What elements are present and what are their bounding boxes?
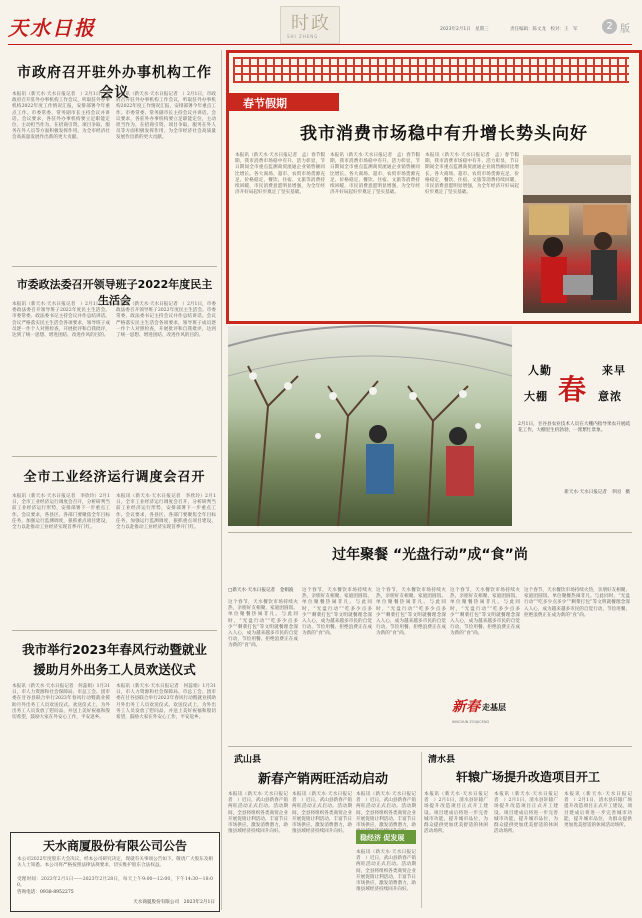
article-1-body: 本报讯（新天水·天水日报记者 ）2月1日，市政府召开驻外办事机构工作会议，听取驻外办事机构2022年度工作情况汇报，安排部署今年重点工作。市委常委、常务副市长主持会议并讲话。会议要求，各驻外办事机构要立足职能定位，主动担当作为，在招商引资、项目争取、服务在外人员等方面积极发挥作用，为全市经济社会高质量发展作出新的更大贡献。 [12,92,110,141]
article-4-title-line1: 我市举行2023年春风行动暨就业 [22,642,207,657]
article-1-body-col2: 本报讯（新天水·天水日报记者 ）2月1日，市政府召开驻外办事机构工作会议，听取驻外办事机构2022年度工作情况汇报，安排部署今年重点工作。市委常委、常务副市长主持会议并讲话。会议要求，各驻外办事机构要立足职能定位，主动担当作为，在招商引资、项目争取、服务在外人员等方面积极发挥作用，为全市经济社会高质量发展作出新的更大贡献。 [116,92,216,141]
article-4-body-col2: 本报讯（新天水·天水日报记者 何蕊娟）1月31日，市人力资源和社会保障局、市总工会、团市委在甘谷县联合举行2023年春风行动暨就业援助月外出务工人员欢送仪式。欢送仪式上，为外出务工人员发放了慰问品，并送上美好祝福和殷切希望，鼓励大家在外安心工作，平安返乡。 [116,684,216,721]
banner-line4: 意浓 [598,390,622,403]
greenhouse-photo [228,326,512,526]
notice-body: 本公司2022年度股东大会决议，经本公司研究决定，现就有关事项公告如下。敬请广大股东及相关人士知悉。本公司将严格按照法律法规要求，切实维护股东合法权益。 [17,857,213,869]
feature-kicker-box [229,93,339,111]
county2-title: 轩辕广场提升改造项目开工 [455,770,600,784]
county2-body-col2: 本报讯（新天水·天水日报记者 ）2月1日，清水县轩辕广场提升改造项目正式开工建设。项目建成后将进一步完善城市功能，提升城市品位，为群众提供更加优美舒适的休闲活动场所。 [494,792,558,835]
dinner-body-col5: 这个春节，天水餐饮市场持续火热，亲朋好友相聚、家庭团圆饭、单位聚餐热闹非凡。与此同时，“光盘行动”“吃多少点多少”“剩菜打包”等文明就餐理念深入人心，成为越来越多市民的自觉行动，节俭用餐、拒绝浪费正在成为新的“食”尚。 [524,588,630,618]
new-spring-badge [452,690,522,738]
supermarket-photo [523,155,631,313]
article-1-title: 市政府召开驻外办事机构工作会议 [17,65,212,101]
feature-body: 本报讯（新天水·天水日报记者 孟）春节假期，我市消费市场稳中有升、活力彰显，节日期间全市重点监测商贸流通企业销售额同比增长。各大商场、超市、农贸市场货源充足、价格稳定，餐饮、住宿、文旅等消费持续回暖，市民消费意愿明显增强，为全年经济开好局起好步奠定了坚实基础。 [235,153,325,196]
page-number-badge [602,19,617,34]
notice-phone: 咨询电话：0938-8952275 [17,890,74,895]
dinner-body-col2: 这个春节，天水餐饮市场持续火热，亲朋好友相聚、家庭团圆饭、单位聚餐热闹非凡。与此同时，“光盘行动”“吃多少点多少”“剩菜打包”等文明就餐理念深入人心，成为越来越多市民的自觉行动，节俭用餐、拒绝浪费正在成为新的“食”尚。 [302,588,372,637]
new-spring-text2: 走基层 [482,703,506,712]
county1-badge-text: 稳经济 促发展 [360,834,405,842]
feature-body-col3: 本报讯（新天水·天水日报记者 孟）春节假期，我市消费市场稳中有升、活力彰显，节日期间全市重点监测商贸流通企业销售额同比增长。各大商场、超市、农贸市场货源充足、价格稳定，餐饮、住宿、文旅等消费持续回暖，市民消费意愿明显增强，为全年经济开好局起好步奠定了坚实基础。 [425,153,519,196]
new-spring-sub: XINCHUN ZOUJICENG [452,720,490,724]
county1-body-col3: 本报讯（新天水·天水日报记者 ）近日，武山县新春产销两旺活动正式启动。活动期间，全县将组织各类商贸企业开展促销让利活动，丰富节日市场供应，激发消费潜力，助 [356,792,416,829]
column-divider [221,50,222,910]
feature-body-col2: 本报讯（新天水·天水日报记者 孟）春节假期，我市消费市场稳中有升、活力彰显，节日期间全市重点监测商贸流通企业销售额同比增长。各大商场、超市、农贸市场货源充足、价格稳定，餐饮、住宿、文旅等消费持续回暖，市民消费意愿明显增强，为全年经济开好局起好步奠定了坚实基础。 [330,153,420,196]
page-label: 版 [620,24,630,35]
article-3-body-col2: 本报讯（新天水·天水日报记者 李欣玲）2月1日，全市工业经济运行调度会召开，分析研判当前工业经济运行形势，安排部署下一步重点工作。会议要求，各县区、各部门要聚焦全年目标任务，加强运行监测调度，狠抓重点项目建设，全力以赴推动工业经济实现首季开门红。 [116,494,216,531]
rule [228,746,632,747]
county1-title: 新春产销两旺活动启动 [257,772,388,787]
masthead-rule [8,44,632,45]
section-subtitle: SHI ZHENG [287,34,319,39]
article-3-title: 全市工业经济运行调度会召开 [23,470,206,485]
spring-banner [514,330,634,526]
notice-title: 天水商厦股份有限公司公告 [42,839,187,853]
newspaper-logo: 天水日报 [8,16,96,40]
county1-label: 武山县 [234,755,262,765]
article-2-body-col2: 本报讯（新天水·天水日报记者 ）2月1日，市委政法委召开领导班子2022年度民主生活会。市委常委、政法委书记主持会议并作总结讲话。会议严格落实民主生活会各项要求，领导班子成员逐一作个人对照检查，开展批评和自我批评，达到了统一思想、增进团结、改进作风的目的。 [116,302,216,339]
dinner-title: 过年聚餐 “光盘行动”成“食”尚 [332,547,528,563]
county-divider [421,752,422,908]
county1-body-col3b: 本报讯（新天水·天水日报记者 ）近日，武山县新春产销两旺活动正式启动。活动期间，全县将组织各类商贸企业开展促销让利活动，丰富节日市场供应，激发消费潜力，助推县域经济持续回升向好。 [356,850,416,893]
orchard-illustration [228,326,512,526]
feature-title: 我市消费市场稳中有升增长势头向好 [300,124,588,144]
article-4-title-line2: 援助月外出务工人员欢送仪式 [33,662,196,677]
banner-line3: 大棚 [524,390,548,403]
banner-credit: 新天水·天水日报记者 李园 摄 [564,490,630,495]
county1-body-col2: 本报讯（新天水·天水日报记者 ）近日，武山县新春产销两旺活动正式启动。活动期间，全县将组织各类商贸企业开展促销让利活动，丰富节日市场供应，激发消费潜力，助推县域经济持续回升向好。 [292,792,352,835]
banner-spring-char: 春 [558,373,587,406]
rule [228,532,632,533]
rule [12,456,217,457]
article-2-title: 市委政法委召开领导班子2022年度民主生活会 [16,278,213,307]
banner-caption: 2月1日，甘谷县农业技术人员在大棚内指导果农开展疏花工作，大棚里生机勃勃，一派繁忙景象。 [518,422,630,434]
banner-line1: 人勤 [528,364,552,377]
article-3-body: 本报讯（新天水·天水日报记者 李欣玲）2月1日，全市工业经济运行调度会召开，分析研判当前工业经济运行形势，安排部署下一步重点工作。会议要求，各县区、各部门要聚焦全年目标任务，加强运行监测调度，狠抓重点项目建设，全力以赴推动工业经济实现首季开门红。 [12,494,110,531]
notice-company: 天水商厦股份有限公司 2023年2月1日 [133,900,215,905]
feature-block [226,50,642,324]
editor-credit: 责任编辑：陈文龙 校对：王 军 [510,27,578,32]
county2-body: 本报讯（新天水·天水日报记者 ）2月1日，清水县轩辕广场提升改造项目正式开工建设。项目建成后将进一步完善城市功能，提升城市品位，为群众提供更加优美舒适的休闲活动场所。 [424,792,488,835]
issue-date: 2023年2月1日 星期三 [440,27,489,32]
article-2-body: 本报讯（新天水·天水日报记者 ）2月1日，市委政法委召开领导班子2022年度民主生活会。市委常委、政法委书记主持会议并作总结讲话。会议严格落实民主生活会各项要求，领导班子成员逐一作个人对照检查，开展批评和自我批评，达到了统一思想、增进团结、改进作风的目的。 [12,302,110,339]
dinner-body-col3: 这个春节，天水餐饮市场持续火热，亲朋好友相聚、家庭团圆饭、单位聚餐热闹非凡。与此同时，“光盘行动”“吃多少点多少”“剩菜打包”等文明就餐理念深入人心，成为越来越多市民的自觉行动，节俭用餐、拒绝浪费正在成为新的“食”尚。 [376,588,446,637]
county1-body: 本报讯（新天水·天水日报记者 ）近日，武山县新春产销两旺活动正式启动。活动期间，全县将组织各类商贸企业开展促销让利活动，丰富节日市场供应，激发消费潜力，助推县域经济持续回升向好。 [228,792,288,835]
notice-fine-print: 受理时间：2023年2月1日——2023年2月28日，每天上午9:00—12:00，下午14:30—18:00。 [17,877,213,889]
masthead [0,0,640,46]
dinner-body: 这个春节，天水餐饮市场持续火热，亲朋好友相聚、家庭团圆饭、单位聚餐热闹非凡。与此同时，“光盘行动”“吃多少点多少”“剩菜打包”等文明就餐理念深入人心，成为越来越多市民的自觉行动，节俭用餐、拒绝浪费正在成为新的“食”尚。 [228,600,298,649]
dinner-body-col4: 这个春节，天水餐饮市场持续火热，亲朋好友相聚、家庭团圆饭、单位聚餐热闹非凡。与此同时，“光盘行动”“吃多少点多少”“剩菜打包”等文明就餐理念深入人心，成为越来越多市民的自觉行动，节俭用餐、拒绝浪费正在成为新的“食”尚。 [450,588,520,637]
county2-body-col3: 本报讯（新天水·天水日报记者 ）2月1日，清水县轩辕广场提升改造项目正式开工建设。项目建成后将进一步完善城市功能，提升城市品位，为群众提供更加优美舒适的休闲活动场所。 [564,792,632,829]
rule [12,266,217,267]
rule [12,630,217,631]
section-title: 时政 [291,13,331,34]
page-number: 2 [606,21,613,32]
new-spring-text: 新春 [452,699,480,715]
feature-kicker: 春节假期 [243,97,287,110]
banner-line2: 来早 [602,364,626,377]
section-box [280,6,340,44]
dinner-byline: □新天水·天水日报记者 金娟波 [228,588,294,593]
county2-label: 清水县 [428,755,456,765]
article-4-body: 本报讯（新天水·天水日报记者 何蕊娟）1月31日，市人力资源和社会保障局、市总工会、团市委在甘谷县联合举行2023年春风行动暨就业援助月外出务工人员欢送仪式。欢送仪式上，为外出务工人员发放了慰问品，并送上美好祝福和殷切希望，鼓励大家在外安心工作，平安返乡。 [12,684,110,721]
lattice-ornament-top [233,57,629,83]
county1-badge [356,830,416,844]
notice-box [10,832,220,912]
shoppers-illustration [523,155,631,313]
